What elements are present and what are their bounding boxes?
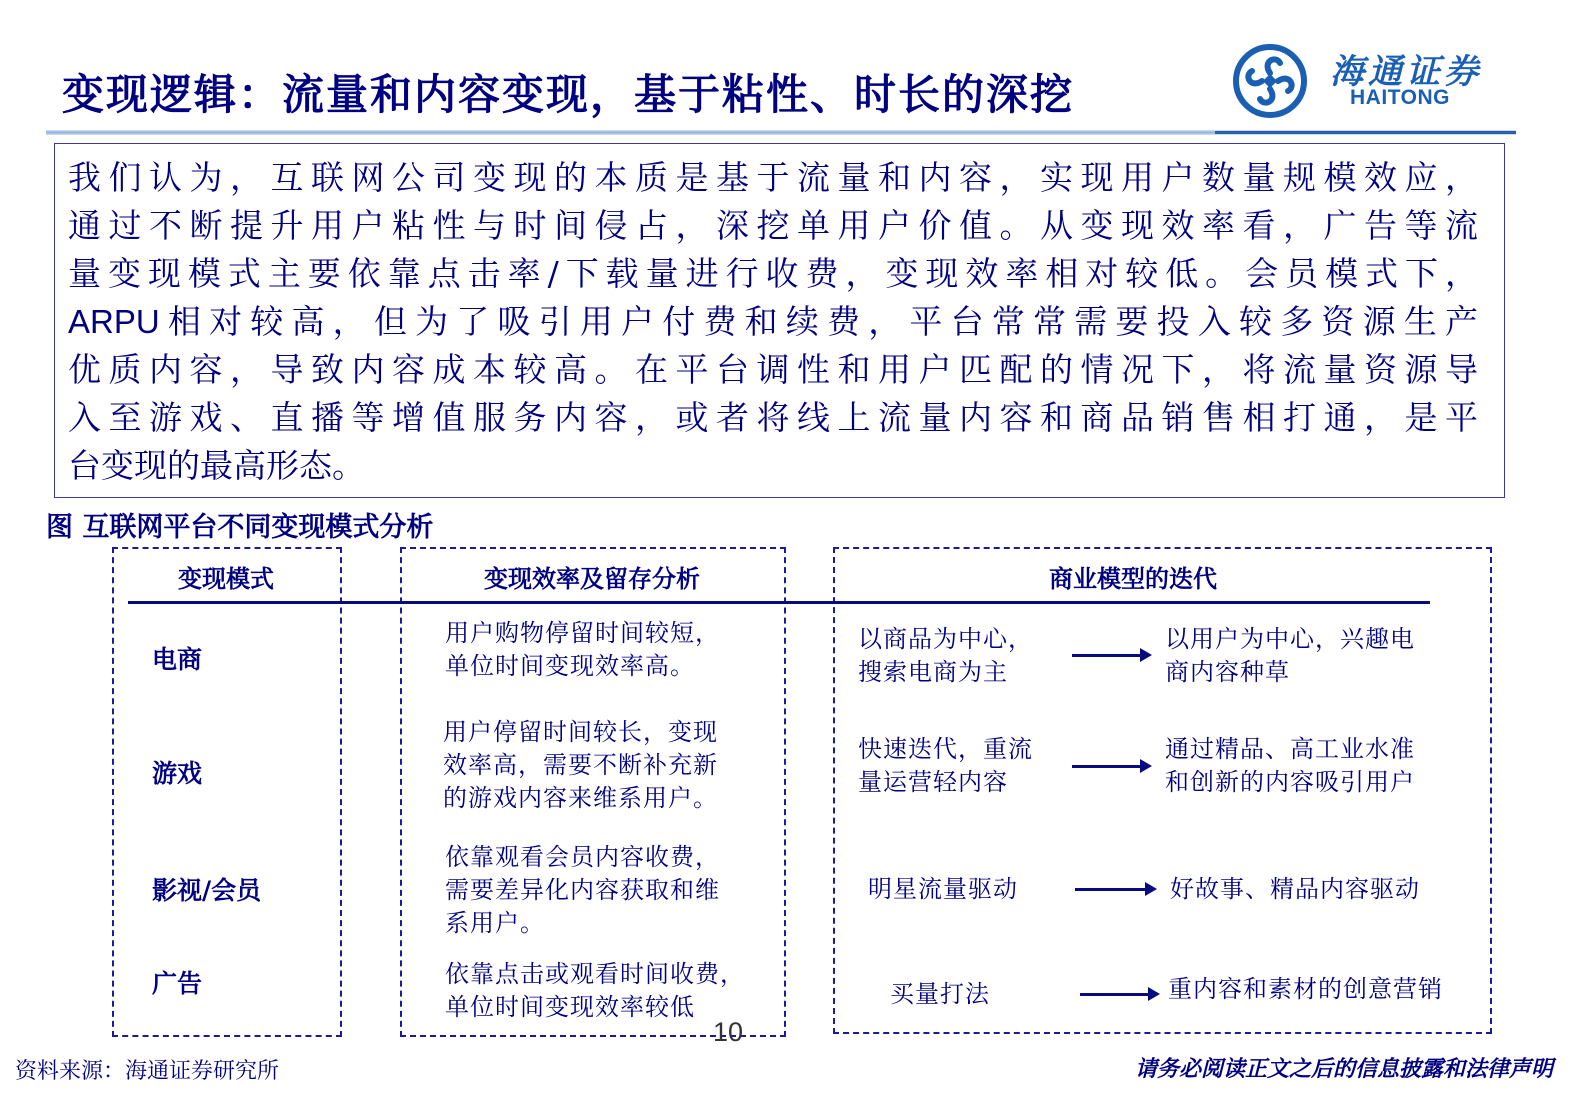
arrow-right-icon [1075,888,1153,891]
summary-line: 通过不断提升用户粘性与时间侵占，深挖单用户价值。从变现效率看，广告等流 [68,206,1478,245]
source-note: 资料来源：海通证券研究所 [15,1059,280,1084]
from-model-text: 买量打法 [890,980,990,1008]
summary-line: 台变现的最高形态。 [68,446,365,485]
to-model-text: 重内容和素材的创意营销 [1168,975,1443,1003]
column-box-mode [112,547,342,1037]
figure-caption: 图 互联网平台不同变现模式分析 [46,512,434,543]
page-title: 变现逻辑：流量和内容变现，基于粘性、时长的深挖 [62,70,1075,119]
column-header: 变现效率及留存分析 [484,564,700,593]
summary-line: 量变现模式主要依靠点击率/下载量进行收费，变现效率相对较低。会员模式下， [68,254,1478,293]
header-divider-accent [1215,131,1516,134]
analysis-text: 依靠观看会员内容收费， 需要差异化内容获取和维 系用户。 [445,843,720,937]
mode-label: 广告 [152,969,203,998]
column-header: 商业模型的迭代 [1049,564,1217,593]
arrow-right-icon [1072,765,1148,768]
summary-line: 我们认为，互联网公司变现的本质是基于流量和内容，实现用户数量规模效应， [68,158,1478,197]
haitong-logo-icon [1232,43,1308,119]
summary-line: 优质内容，导致内容成本较高。在平台调性和用户匹配的情况下，将流量资源导 [68,350,1478,389]
mode-label: 影视/会员 [152,876,262,905]
analysis-text: 依靠点击或观看时间收费， 单位时间变现效率较低 [445,960,745,1021]
mode-label: 游戏 [152,759,203,788]
column-header: 变现模式 [178,564,274,593]
logo-english-text: HAITONG [1350,86,1450,109]
from-model-text: 快速迭代，重流 量运营轻内容 [858,735,1033,796]
page-number: 10 [713,1017,744,1047]
logo-chinese-text: 海通证券 [1330,52,1482,92]
to-model-text: 以用户为中心，兴趣电 商内容种草 [1165,625,1415,686]
legal-disclaimer: 请务必阅读正文之后的信息披露和法律声明 [1134,1056,1553,1082]
table-header-rule [128,601,1430,604]
analysis-text: 用户购物停留时间较短， 单位时间变现效率高。 [445,619,720,680]
from-model-text: 以商品为中心， 搜索电商为主 [858,625,1033,686]
arrow-right-icon [1080,993,1156,996]
to-model-text: 通过精品、高工业水准 和创新的内容吸引用户 [1165,735,1415,796]
summary-line: 入至游戏、直播等增值服务内容，或者将线上流量内容和商品销售相打通，是平 [68,398,1478,437]
summary-line: ARPU相对较高，但为了吸引用户付费和续费，平台常常需要投入较多资源生产 [68,303,1478,340]
from-model-text: 明星流量驱动 [868,875,1018,903]
to-model-text: 好故事、精品内容驱动 [1170,875,1420,903]
analysis-text: 用户停留时间较长，变现 效率高，需要不断补充新 的游戏内容来维系用户。 [443,718,718,812]
mode-label: 电商 [152,645,203,674]
arrow-right-icon [1072,654,1148,657]
